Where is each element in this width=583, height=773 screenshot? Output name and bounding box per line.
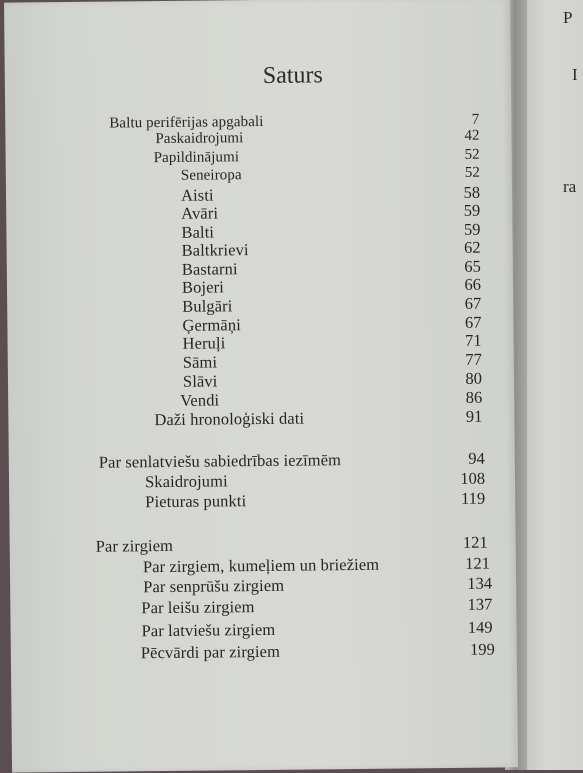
toc-entry-page-number: 149 xyxy=(467,617,493,637)
facing-page-text-fragment: I xyxy=(572,65,578,84)
facing-page-text-fragment: P xyxy=(563,8,573,27)
contents-page xyxy=(4,0,518,773)
toc-entry-label: Par zirgiem, kumeļiem un briežiem xyxy=(142,554,380,577)
toc-entry-page-number: 59 xyxy=(463,200,481,220)
toc-entry-page-number: 58 xyxy=(463,182,481,202)
toc-entry-page-number: 86 xyxy=(465,387,483,407)
toc-entry-label: Baltu perifērijas apgabali xyxy=(109,113,264,132)
toc-entry-label: Ģermāņi xyxy=(182,315,241,335)
toc-entry-page-number: 71 xyxy=(464,330,482,350)
toc-entry-label: Pieturas punkti xyxy=(145,491,247,512)
facing-page-edge xyxy=(523,0,583,770)
toc-entry-label: Skaidrojumi xyxy=(144,471,228,492)
toc-entry-label: Par latviešu zirgiem xyxy=(141,619,276,641)
toc-entry-page-number: 42 xyxy=(464,127,480,144)
toc-entry-page-number: 59 xyxy=(463,219,481,239)
toc-entry-page-number: 121 xyxy=(465,553,491,573)
toc-entry-label: Par senprūšu zirgiem xyxy=(143,575,285,597)
toc-entry-page-number: 94 xyxy=(468,448,485,468)
toc-entry-label: Vendi xyxy=(180,390,220,410)
toc-entry-page-number: 91 xyxy=(465,406,483,426)
toc-entry-label: Daži hronoloģiski dati xyxy=(154,408,305,430)
toc-entry-label: Bojeri xyxy=(181,277,224,297)
toc-entry-page-number: 65 xyxy=(464,256,481,276)
facing-page-text-fragment: ra xyxy=(563,177,577,196)
toc-entry xyxy=(141,595,492,621)
toc-entry-page-number: 137 xyxy=(467,594,493,614)
toc-entry-label: Seneiropa xyxy=(180,167,242,184)
toc-entry xyxy=(154,407,482,432)
toc-entry-page-number: 52 xyxy=(464,164,480,181)
toc-entry-label: Pēcvārdi par zirgiem xyxy=(140,641,281,663)
toc-entry-label: Heruļi xyxy=(182,333,226,353)
toc-entry-page-number: 67 xyxy=(464,293,482,313)
toc-entry-page-number: 66 xyxy=(464,274,482,294)
toc-entry-page-number: 52 xyxy=(464,146,480,163)
toc-entry-label: Slāvi xyxy=(182,371,218,391)
toc-entry-page-number: 77 xyxy=(465,349,482,369)
toc-entry-page-number: 108 xyxy=(460,468,486,488)
page-title: Saturs xyxy=(262,62,323,89)
toc-entry-label: Par senlatviešu sabiedrības iezīmēm xyxy=(98,450,342,472)
toc-entry xyxy=(145,489,485,515)
toc-entry-label: Avāri xyxy=(181,203,219,223)
toc-entry-label: Bulgāri xyxy=(182,296,233,316)
toc-entry-label: Par zirgiem xyxy=(95,535,174,556)
toc-entry xyxy=(141,640,495,666)
toc-entry-page-number: 119 xyxy=(460,488,486,508)
toc-entry-label: Aisti xyxy=(180,185,214,205)
toc-entry-label: Par leišu zirgiem xyxy=(141,597,255,618)
toc-entry-label: Balti xyxy=(181,222,215,242)
toc-entry-label: Bastarni xyxy=(181,259,238,279)
toc-entry-page-number: 199 xyxy=(469,639,495,659)
toc-entry-page-number: 121 xyxy=(462,532,488,552)
toc-entry-label: Paskaidrojumi xyxy=(155,130,244,148)
toc-entry-page-number: 7 xyxy=(471,111,480,128)
toc-entry-label: Baltkrievi xyxy=(181,240,249,260)
toc-entry-page-number: 80 xyxy=(465,368,483,388)
toc-entry-page-number: 134 xyxy=(467,573,493,593)
toc-entry-label: Papildinājumi xyxy=(153,149,240,167)
toc-entry-label: Sāmi xyxy=(182,352,218,372)
toc-entry-page-number: 67 xyxy=(464,312,482,332)
toc-entry-page-number: 62 xyxy=(464,237,481,257)
